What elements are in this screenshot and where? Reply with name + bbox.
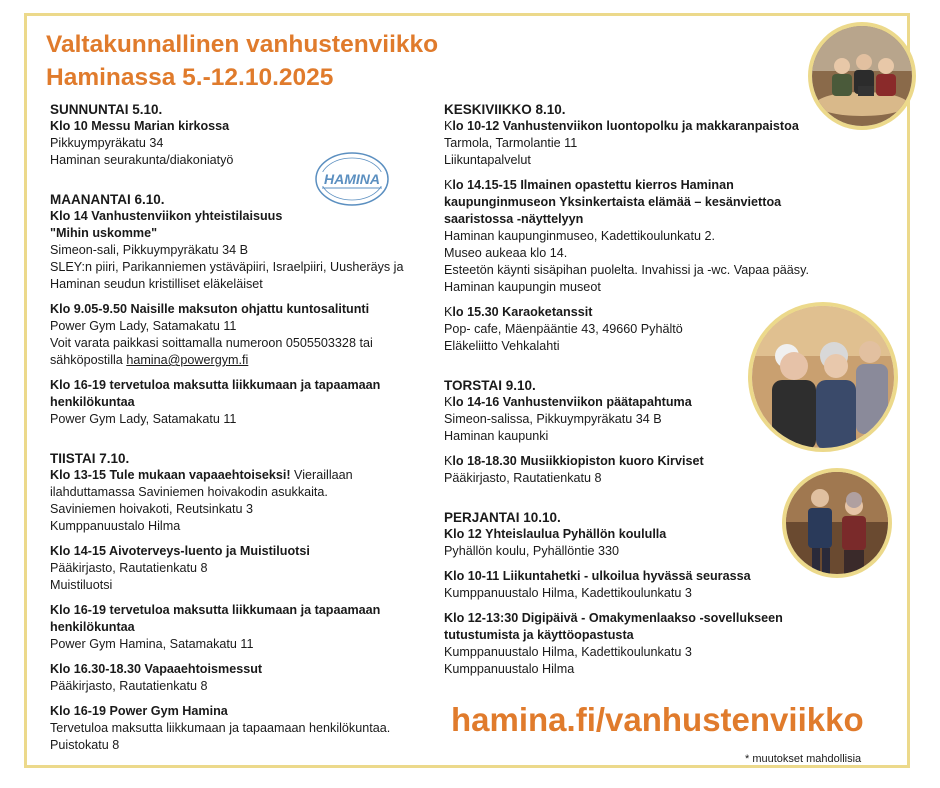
event-title: lo 14.15-15 Ilmainen opastettu kierros Haminan [452,178,734,192]
event-friday-2 [444,568,834,602]
event-organizer: Eläkeliitto Vehkalahti [444,339,560,353]
event-location: Saviniemen hoivakoti, Reutsinkatu 3 [50,502,254,516]
event-title: Klo 12 Yhteislaulua Pyhällön koululla [444,527,667,541]
day-heading-friday: PERJANTAI 10.10. [444,510,561,525]
event-title-initial: K [444,395,453,409]
event-title: lo 18-18.30 Musiikkiopiston kuoro Kirviset [452,454,704,468]
event-location: Haminan kaupunginmuseo, Kadettikoulunkatu 2. [444,229,715,243]
event-title: Klo 16.30-18.30 Vapaaehtoismessut [50,662,263,676]
event-info: Museo aukeaa klo 14. [444,246,568,260]
event-title: lo 15.30 Karaoketanssit [452,305,593,319]
event-organizer: Kumppanuustalo Hilma [444,662,575,676]
event-location: Power Gym Lady, Satamakatu 11 [50,412,237,426]
event-location: Pikkuympyräkatu 34 [50,136,164,150]
event-location: Pyhällön koulu, Pyhällöntie 330 [444,544,620,558]
event-location: Simeon-salissa, Pikkuympyräkatu 34 B [444,412,662,426]
day-heading-thursday: TORSTAI 9.10. [444,378,536,393]
poster-title-line2: Haminassa 5.-12.10.2025 [46,64,334,91]
event-title: lo 14-16 Vanhustenviikon päätapahtuma [452,395,692,409]
event-info: ilahduttamassa Saviniemen hoivakodin asukkaita. [50,485,328,499]
event-title-initial: K [444,454,453,468]
event-location: Kumppanuustalo Hilma, Kadettikoulunkatu 3 [444,645,692,659]
event-monday-1 [50,208,430,293]
website-url[interactable]: hamina.fi/vanhustenviikko [451,701,864,738]
event-title: "Mihin uskomme" [50,226,158,240]
day-heading-tuesday: TIISTAI 7.10. [50,451,130,466]
event-organizer: Haminan seudun kristilliset eläkeläiset [50,277,263,291]
event-title-initial: K [444,305,453,319]
day-heading-monday: MAANANTAI 6.10. [50,192,165,207]
event-wednesday-2 [444,177,834,296]
event-title: Klo 10 Messu Marian kirkossa [50,119,230,133]
event-organizer: Liikuntapalvelut [444,153,531,167]
photo-senior-women-smiling [748,302,898,452]
event-tuesday-3 [50,602,430,653]
email-link[interactable]: hamina@powergym.fi [126,353,249,367]
event-tuesday-4 [50,661,430,695]
event-location: Pääkirjasto, Rautatienkatu 8 [50,679,208,693]
event-location: Pop- cafe, Mäenpääntie 43, 49660 Pyhältö [444,322,683,336]
left-column [50,101,430,762]
event-title: Klo 14 Vanhustenviikon yhteistilaisuus [50,209,283,223]
event-tuesday-5 [50,703,430,754]
event-location: Power Gym Lady, Satamakatu 11 [50,319,237,333]
event-title: Klo 12-13:30 Digipäivä - Omakymenlaakso -sovellukseen [444,611,783,625]
event-location: Simeon-sali, Pikkuympyräkatu 34 B [50,243,249,257]
event-tuesday-2 [50,543,430,594]
event-title-initial: K [444,178,453,192]
event-info: sähköpostilla [50,353,127,367]
event-location: Tarmola, Tarmolantie 11 [444,136,578,150]
logo-text: HAMINA [324,171,380,187]
event-thursday-2 [444,453,834,487]
event-title: Klo 13-15 Tule mukaan vapaaehtoiseksi! [50,468,291,482]
photo-seniors-at-table [808,22,916,130]
event-info: Vieraillaan [290,468,353,482]
event-organizer: Haminan seurakunta/diakoniatyö [50,153,234,167]
event-location: Power Gym Hamina, Satamakatu 11 [50,637,254,651]
day-heading-sunday: SUNNUNTAI 5.10. [50,102,163,117]
event-title: saaristossa -näyttelyyn [444,212,584,226]
event-title: kaupunginmuseon Yksinkertaista elämää – kesänviettoa [444,195,782,209]
event-title: Klo 16-19 Power Gym Hamina [50,704,228,718]
day-heading-wednesday: KESKIVIIKKO 8.10. [444,102,566,117]
event-title: henkilökuntaa [50,620,135,634]
event-wednesday-1 [444,118,834,169]
event-title: Klo 9.05-9.50 Naisille maksuton ohjattu kuntosalitunti [50,302,370,316]
event-title: Klo 14-15 Aivoterveys-luento ja Muistiluotsi [50,544,310,558]
event-tuesday-1 [50,467,430,535]
event-location: Puistokatu 8 [50,738,120,752]
event-organizer: Haminan kaupunki [444,429,549,443]
event-organizer: Haminan kaupungin museot [444,280,601,294]
event-title: lo 10-12 Vanhustenviikon luontopolku ja makkaranpaistoa [452,119,799,133]
event-title: Klo 16-19 tervetuloa maksutta liikkumaan ja tapaamaan [50,378,381,392]
event-sunday-1 [50,118,430,169]
event-friday-3 [444,610,834,678]
event-location: Kumppanuustalo Hilma, Kadettikoulunkatu 3 [444,586,692,600]
event-monday-3 [50,377,430,428]
photo-senior-couple-dancing [782,468,892,578]
event-organizer: Muistiluotsi [50,578,113,592]
poster-title-line1: Valtakunnallinen vanhustenviikko [46,31,439,58]
event-title: tutustumista ja käyttöopastusta [444,628,634,642]
event-organizer: Kumppanuustalo Hilma [50,519,181,533]
event-monday-2 [50,301,430,369]
event-info: Esteetön käynti sisäpihan puolelta. Invahissi ja -wc. Vapaa pääsy. [444,263,809,277]
event-title: Klo 16-19 tervetuloa maksutta liikkumaan ja tapaamaan [50,603,381,617]
event-title-initial: K [444,119,453,133]
event-info: Tervetuloa maksutta liikkumaan ja tapaamaan henkilökuntaa. [50,721,391,735]
event-title: henkilökuntaa [50,395,135,409]
event-location: Pääkirjasto, Rautatienkatu 8 [444,471,602,485]
event-location: Pääkirjasto, Rautatienkatu 8 [50,561,208,575]
event-organizer: SLEY:n piiri, Parikanniemen ystäväpiiri, Israelpiiri, Uusheräys ja [50,260,404,274]
event-friday-1 [444,526,834,560]
event-title: Klo 10-11 Liikuntahetki - ulkoilua hyvässä seurassa [444,569,751,583]
event-info: Voit varata paikkasi soittamalla numeroon 0505503328 tai [50,336,373,350]
changes-note: * muutokset mahdollisia [745,753,862,765]
